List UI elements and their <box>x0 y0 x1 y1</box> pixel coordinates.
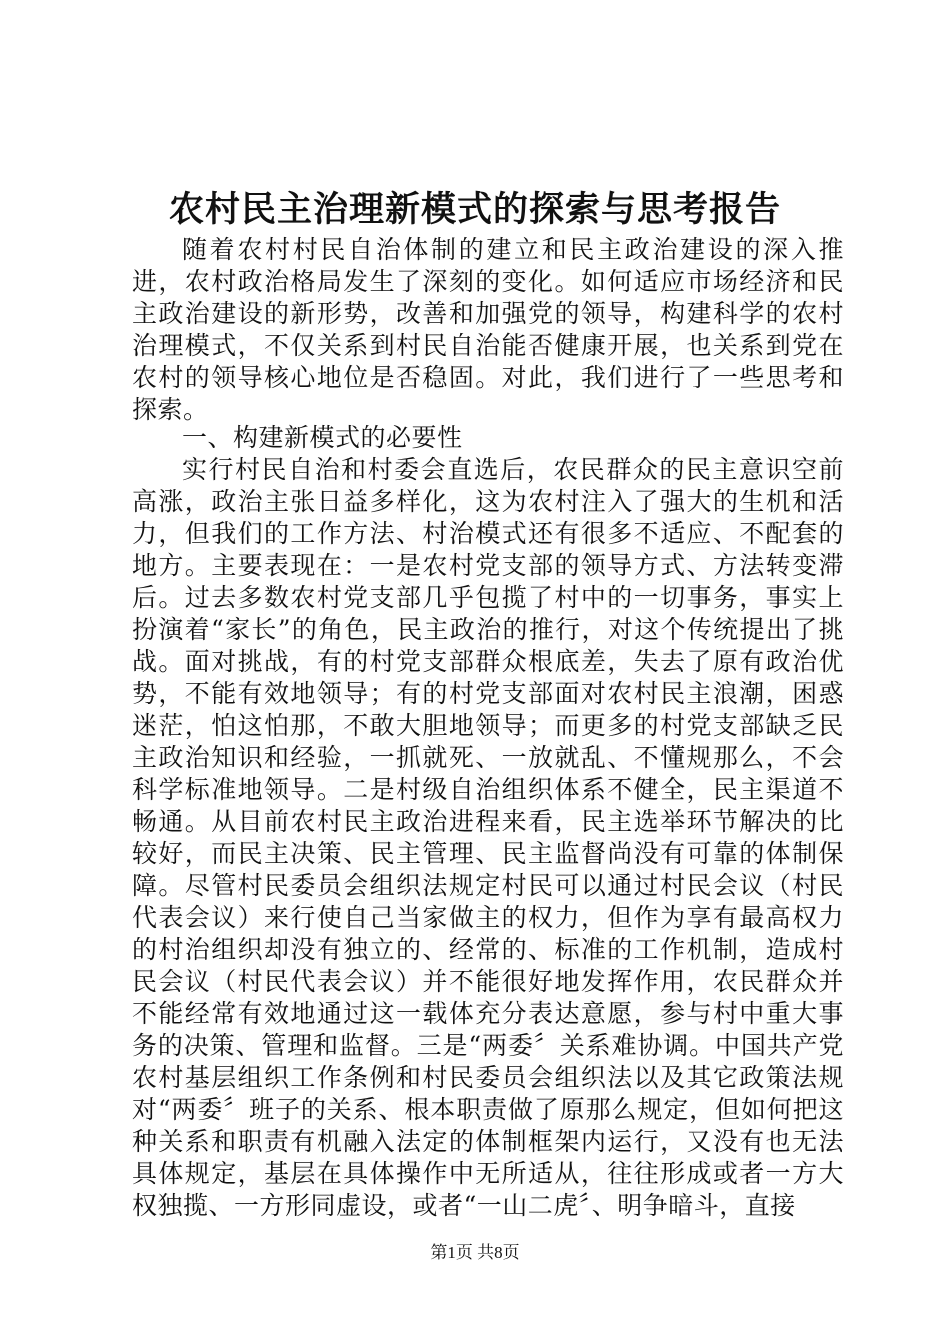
section-1-heading: 一、构建新模式的必要性 <box>182 423 463 452</box>
intro-text: 随着农村村民自治体制的建立和民主政治建设的深入推进，农村政治格局发生了深刻的变化。如何适应市场经济和民主政治建设的新形势，改善和加强党的领导，构建科学的农村治理模式，不仅关系到村民自治能否健康开展，也关系到党在农村的领导核心地位是否稳固。对此，我们进行了一些思考和探索。 <box>132 235 844 424</box>
intro-paragraph <box>132 234 844 426</box>
section-1 <box>132 422 844 1222</box>
page-footer: 第1页 共8页 <box>430 1243 520 1262</box>
document-title: 农村民主治理新模式的探索与思考报告 <box>168 189 781 230</box>
section-1-body: 实行村民自治和村委会直选后，农民群众的民主意识空前高涨，政治主张日益多样化，这为农村注入了强大的生机和活力，但我们的工作方法、村治模式还有很多不适应、不配套的地方。主要表现在：一是农村党支部的领导方式、方法转变滞后。过去多数农村党支部几乎包揽了村中的一切事务，事实上扮演着“家长”的角色，民主政治的推行，对这个传统提出了挑战。面对挑战，有的村党支部群众根底差，失去了原有政治优势，不能有效地领导；有的村党支部面对农村民主浪潮，困惑迷茫，怕这怕那，不敢大胆地领导；而更多的村党支部缺乏民主政治知识和经验，一抓就死、一放就乱、不懂规那么，不会科学标准地领导。二是村级自治组织体系不健全，民主渠道不畅通。从目前农村民主政治进程来看，民主选举环节解决的比较好，而民主决策、民主管理、民主监督尚没有可靠的体制保障。尽管村民委员会组织法规定村民可以通过村民会议（村民代表会议）来行使自己当家做主的权力，但作为享有最高权力的村治组织却没有独立的、经常的、标准的工作机制，造成村民会议（村民代表会议）并不能很好地发挥作用，农民群众并不能经常有效地通过这一载体充分表达意愿，参与村中重大事务的决策、管理和监督。三是“两委〞关系难协调。中国共产党农村基层组织工作条例和村民委员会组织法以及其它政策法规对“两委〞班子的关系、根本职责做了原那么规定，但如何把这种关系和职责有机融入法定的体制框架内运行，又没有也无法具体规定，基层在具体操作中无所适从，往往形成或者一方大权独揽、一方形同虚设，或者“一山二虎〞、明争暗斗，直接 <box>132 455 844 1220</box>
